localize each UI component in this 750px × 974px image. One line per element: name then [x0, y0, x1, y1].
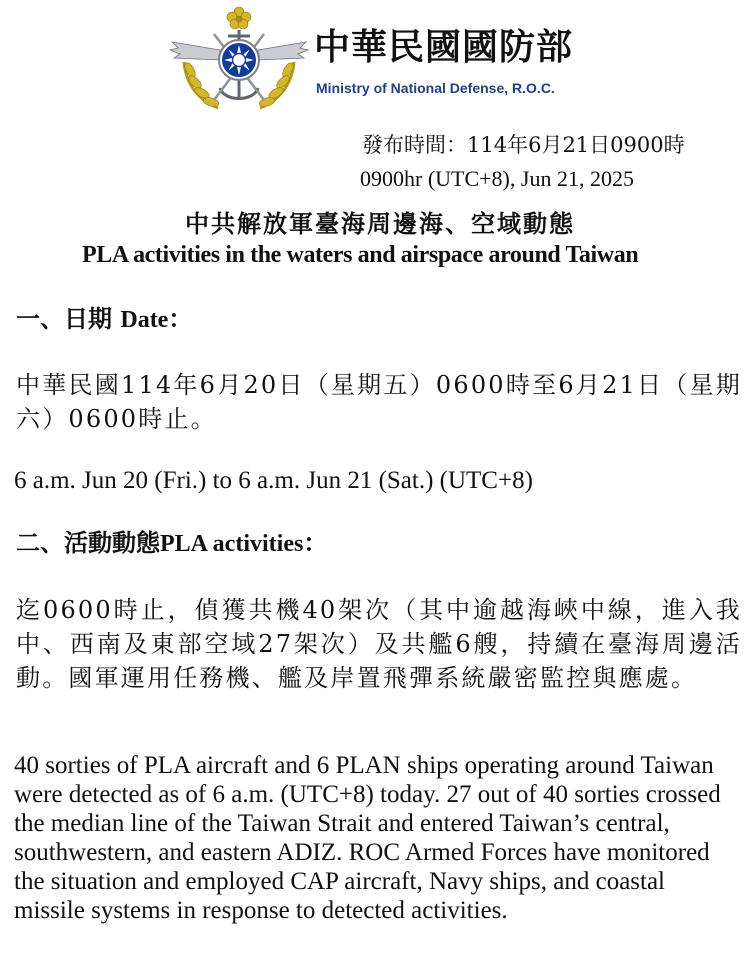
- activities-body-en: 40 sorties of PLA aircraft and 6 PLAN ships operating around Taiwan were detected as of 6 a.m. (UTC+8) today. 27 out of 40 sorties crossed the median line of the Taiwan Strait and entered Taiwan’s central, southwestern, and eastern ADIZ. ROC Armed Forces have monitored the situation and employed CAP aircraft, Navy ships, and coastal missile systems in response to detected activities.: [14, 752, 721, 924]
- section-heading-activities: [16, 529, 327, 559]
- section-heading-activities-en: PLA activities: [160, 531, 304, 557]
- section-heading-activities-colon: ：: [303, 528, 328, 557]
- release-time-en: 0900hr (UTC+8), Jun 21, 2025: [360, 166, 634, 191]
- activities-body-zh: 迄0600時止，偵獲共機40架次（其中逾越海峽中線，進入我中、西南及東部空域27架次）及共艦6艘，持續在臺海周邊活動。國軍運用任務機、艦及岸置飛彈系統嚴密監控與應處。: [16, 596, 742, 692]
- date-body-en: 6 a.m. Jun 20 (Fri.) to 6 a.m. Jun 21 (Sat.) (UTC+8): [14, 467, 533, 494]
- page-title-zh: 中共解放軍臺海周邊海、空域動態: [185, 209, 575, 238]
- section-heading-date-colon: ：: [168, 304, 193, 333]
- org-name-zh: 中華民國國防部: [314, 27, 574, 68]
- section-heading-date: [16, 305, 192, 335]
- mnd-emblem-icon: [168, 4, 310, 114]
- section-heading-date-en: Date: [120, 307, 169, 333]
- page-title-en: PLA activities in the waters and airspace around Taiwan: [82, 242, 639, 268]
- section-heading-activities-zh: 二、活動動態: [16, 528, 160, 557]
- release-time-zh: 發布時間：114年6月21日0900時: [362, 133, 685, 157]
- org-name-en: Ministry of National Defense, R.O.C.: [316, 80, 555, 96]
- date-body-zh: 中華民國114年6月20日（星期五）0600時至6月21日（星期六）0600時止。: [16, 371, 742, 433]
- section-heading-date-zh: 一、日期: [16, 304, 112, 333]
